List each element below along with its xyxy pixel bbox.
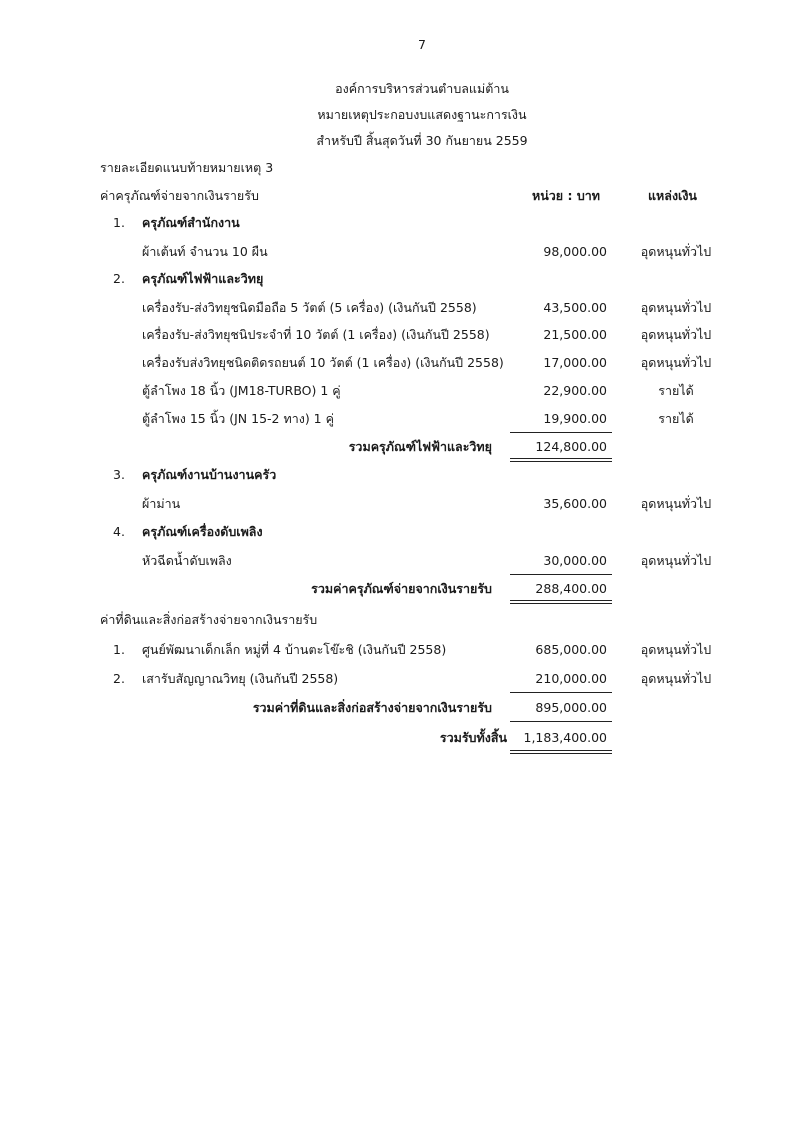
org-name: องค์การบริหารส่วนตำบลแม่ต้าน bbox=[335, 81, 509, 96]
group-number: 1. bbox=[113, 215, 125, 230]
group-number: 2. bbox=[113, 271, 125, 286]
item-source: อุดหนุนทั่วไป bbox=[640, 671, 712, 686]
source-header: แหล่งเงิน bbox=[648, 188, 697, 203]
group-name: ครุภัณฑ์ไฟฟ้าและวิทยุ bbox=[142, 271, 264, 286]
item-number: 2. bbox=[113, 671, 125, 686]
item-desc: ศูนย์พัฒนาเด็กเล็ก หมู่ที่ 4 บ้านตะโข๊ะชิ (เงินกันปี 2558) bbox=[142, 642, 447, 657]
item-desc: ตู้ลำโพง 18 นิ้ว (JM18-TURBO) 1 คู่ bbox=[142, 383, 341, 398]
double-underline bbox=[510, 750, 612, 754]
double-underline bbox=[510, 458, 612, 462]
land-total-amount: 895,000.00 bbox=[535, 700, 607, 715]
item-amount: 19,900.00 bbox=[543, 411, 607, 426]
group-name: ครุภัณฑ์สำนักงาน bbox=[142, 215, 240, 230]
item-desc: เครื่องรับ-ส่งวิทยุชนิประจำที่ 10 วัตต์ (1 เครื่อง) (เงินกันปี 2558) bbox=[142, 327, 490, 342]
item-source: อุดหนุนทั่วไป bbox=[640, 496, 712, 511]
group-name: ครุภัณฑ์งานบ้านงานครัว bbox=[142, 467, 277, 482]
item-source: อุดหนุนทั่วไป bbox=[640, 355, 712, 370]
group-number: 4. bbox=[113, 524, 125, 539]
item-amount: 685,000.00 bbox=[535, 642, 607, 657]
item-amount: 22,900.00 bbox=[543, 383, 607, 398]
grand-total-amount: 1,183,400.00 bbox=[523, 730, 607, 745]
item-source: อุดหนุนทั่วไป bbox=[640, 327, 712, 342]
item-source: รายได้ bbox=[658, 411, 694, 426]
land-total-label: รวมค่าที่ดินและสิ่งก่อสร้างจ่ายจากเงินรายรับ bbox=[252, 700, 492, 715]
item-desc: ผ้าม่าน bbox=[142, 496, 181, 511]
item-desc: ผ้าเต้นท์ จำนวน 10 ผืน bbox=[142, 244, 268, 259]
equipment-total-amount: 288,400.00 bbox=[535, 581, 607, 596]
item-amount: 17,000.00 bbox=[543, 355, 607, 370]
item-source: อุดหนุนทั่วไป bbox=[640, 553, 712, 568]
total-rule bbox=[510, 692, 612, 693]
item-source: รายได้ bbox=[658, 383, 694, 398]
subtotal-rule bbox=[510, 432, 612, 433]
item-source: อุดหนุนทั่วไป bbox=[640, 642, 712, 657]
total-rule bbox=[510, 721, 612, 722]
equipment-total-label: รวมค่าครุภัณฑ์จ่ายจากเงินรายรับ bbox=[311, 581, 492, 596]
item-source: อุดหนุนทั่วไป bbox=[640, 300, 712, 315]
total-rule bbox=[510, 574, 612, 575]
subtotal-label: รวมครุภัณฑ์ไฟฟ้าและวิทยุ bbox=[348, 439, 492, 454]
item-amount: 210,000.00 bbox=[535, 671, 607, 686]
item-desc: เครื่องรับ-ส่งวิทยุชนิดมือถือ 5 วัตต์ (5 เครื่อง) (เงินกันปี 2558) bbox=[142, 300, 477, 315]
item-desc: ตู้ลำโพง 15 นิ้ว (JN 15-2 ทาง) 1 คู่ bbox=[142, 411, 334, 426]
period-line: สำหรับปี สิ้นสุดวันที่ 30 กันยายน 2559 bbox=[316, 133, 528, 148]
item-desc: หัวฉีดน้ำดับเพลิง bbox=[142, 553, 232, 568]
item-amount: 21,500.00 bbox=[543, 327, 607, 342]
item-amount: 30,000.00 bbox=[543, 553, 607, 568]
unit-header: หน่วย : บาท bbox=[532, 188, 601, 203]
category-header: ค่าครุภัณฑ์จ่ายจากเงินรายรับ bbox=[100, 188, 259, 203]
subtotal-amount: 124,800.00 bbox=[535, 439, 607, 454]
item-amount: 98,000.00 bbox=[543, 244, 607, 259]
item-desc: เครื่องรับส่งวิทยุชนิดติดรถยนต์ 10 วัตต์ (1 เครื่อง) (เงินกันปี 2558) bbox=[142, 355, 504, 370]
page-number: 7 bbox=[418, 37, 426, 52]
item-amount: 43,500.00 bbox=[543, 300, 607, 315]
section-title: รายละเอียดแนบท้ายหมายเหตุ 3 bbox=[100, 160, 274, 175]
double-underline bbox=[510, 600, 612, 604]
group-name: ครุภัณฑ์เครื่องดับเพลิง bbox=[142, 524, 263, 539]
item-amount: 35,600.00 bbox=[543, 496, 607, 511]
item-number: 1. bbox=[113, 642, 125, 657]
item-desc: เสารับสัญญาณวิทยุ (เงินกันปี 2558) bbox=[142, 671, 339, 686]
land-section-title: ค่าที่ดินและสิ่งก่อสร้างจ่ายจากเงินรายรับ bbox=[100, 612, 318, 627]
document-title: หมายเหตุประกอบงบแสดงฐานะการเงิน bbox=[317, 107, 527, 122]
item-source: อุดหนุนทั่วไป bbox=[640, 244, 712, 259]
group-number: 3. bbox=[113, 467, 125, 482]
grand-total-label: รวมรับทั้งสิ้น bbox=[439, 730, 507, 745]
